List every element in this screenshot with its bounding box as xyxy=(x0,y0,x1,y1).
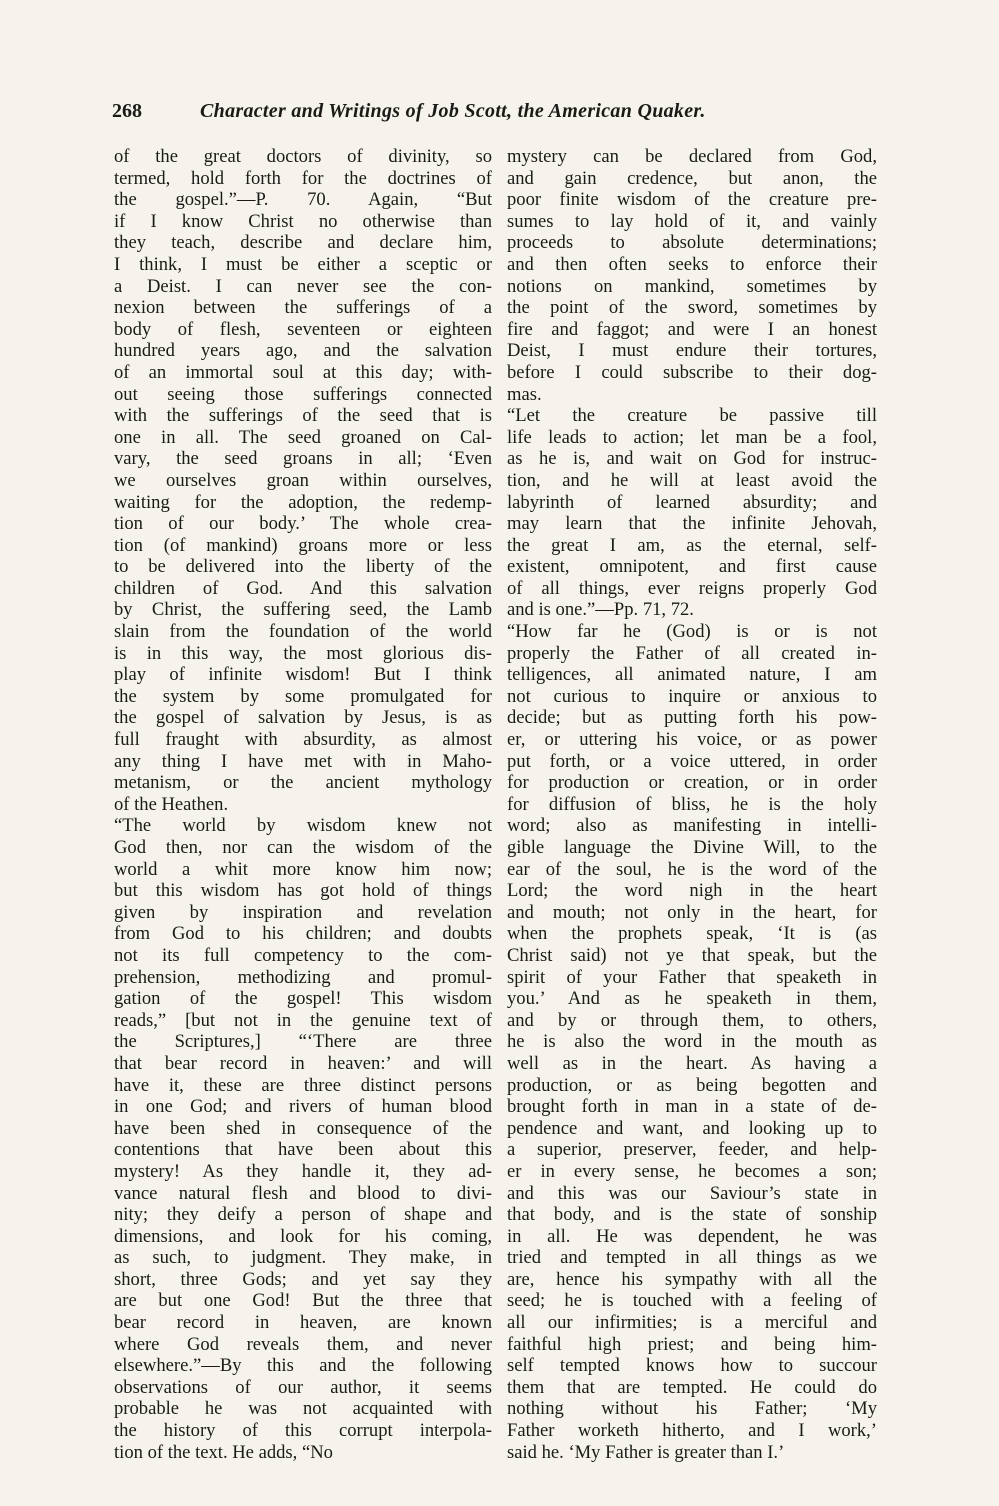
text-line: and then often seeks to enforce their xyxy=(507,253,877,275)
text-line: a Deist. I can never see the con- xyxy=(114,275,492,297)
text-line: a superior, preserver, feeder, and help- xyxy=(507,1139,877,1161)
text-line: tried and tempted in all things as we xyxy=(507,1247,877,1269)
text-line: God then, nor can the wisdom of the xyxy=(114,837,492,858)
page-number: 268 xyxy=(112,100,142,122)
text-line: play of infinite wisdom! But I think xyxy=(114,664,492,686)
text-line: and gain credence, but anon, the xyxy=(507,167,877,189)
text-line: vance natural flesh and blood to divi- xyxy=(114,1182,492,1204)
text-line: world a whit more know him now; xyxy=(114,858,492,880)
text-line: may learn that the infinite Jehovah, xyxy=(507,513,877,535)
text-line: poor finite wisdom of the creature pre- xyxy=(507,189,877,211)
text-line: production, or as being begotten and xyxy=(507,1074,877,1096)
text-line: mas. xyxy=(507,383,542,405)
text-line: of the great doctors of divinity, so xyxy=(114,146,492,167)
text-line: put forth, or a voice uttered, in order xyxy=(507,750,877,772)
text-line: vary, the seed groans in all; ‘Even xyxy=(114,448,492,470)
text-line: in all. He was dependent, he was xyxy=(507,1225,877,1247)
text-line: decide; but as putting forth his pow- xyxy=(507,707,877,729)
text-line: I think, I must be either a sceptic or xyxy=(114,253,492,275)
text-line: nothing without his Father; ‘My xyxy=(507,1398,877,1420)
text-line: out seeing those sufferings connected xyxy=(114,383,492,405)
text-line: hundred years ago, and the salvation xyxy=(114,340,492,362)
text-line: telligences, all animated nature, I am xyxy=(507,664,877,686)
text-line: not curious to inquire or anxious to xyxy=(507,685,877,707)
text-line: short, three Gods; and yet say they xyxy=(114,1268,492,1290)
text-line: tion, and he will at least avoid the xyxy=(507,469,877,491)
text-line: tion of the text. He adds, “No xyxy=(114,1441,333,1463)
text-line: properly the Father of all created in- xyxy=(507,642,877,664)
text-line: waiting for the adoption, the redemp- xyxy=(114,491,492,513)
text-line: have been shed in consequence of the xyxy=(114,1117,492,1139)
text-line: of the Heathen. xyxy=(114,793,229,815)
text-line: as such, to judgment. They make, in xyxy=(114,1247,492,1269)
text-line: they teach, describe and declare him, xyxy=(114,232,492,254)
text-line: are, hence his sympathy with all the xyxy=(507,1268,877,1290)
text-line: and by or through them, to others, xyxy=(507,1009,877,1031)
left-text-column xyxy=(114,146,492,1463)
text-line: of an immortal soul at this day; with- xyxy=(114,361,492,383)
text-line: self tempted knows how to succour xyxy=(507,1355,877,1377)
right-text-column xyxy=(507,146,877,1463)
text-line: termed, hold forth for the doctrines of xyxy=(114,167,492,189)
text-line: to be delivered into the liberty of the xyxy=(114,556,492,578)
text-line: prehension, methodizing and promul- xyxy=(114,966,492,988)
text-line: that bear record in heaven:’ and will xyxy=(114,1052,492,1074)
text-line: mystery! As they handle it, they ad- xyxy=(114,1160,492,1182)
text-line: gible language the Divine Will, to the xyxy=(507,837,877,858)
text-line: the system by some promulgated for xyxy=(114,685,492,707)
text-line: is in this way, the most glorious dis- xyxy=(114,642,492,664)
text-line: by Christ, the suffering seed, the Lamb xyxy=(114,599,492,621)
text-line: reads,” [but not in the genuine text of xyxy=(114,1009,492,1031)
text-line: tion (of mankind) groans more or less xyxy=(114,534,492,556)
text-line: Lord; the word nigh in the heart xyxy=(507,880,877,902)
text-line: given by inspiration and revelation xyxy=(114,901,492,923)
text-line: full fraught with absurdity, as almost xyxy=(114,729,492,751)
text-line: from God to his children; and doubts xyxy=(114,923,492,945)
text-line: probable he was not acquainted with xyxy=(114,1398,492,1420)
text-line: dimensions, and look for his coming, xyxy=(114,1225,492,1247)
text-line: observations of our author, it seems xyxy=(114,1376,492,1398)
text-line: bear record in heaven, are known xyxy=(114,1312,492,1334)
text-line: and is one.”—Pp. 71, 72. xyxy=(507,599,694,621)
text-line: and mouth; not only in the heart, for xyxy=(507,901,877,923)
text-line: before I could subscribe to their dog- xyxy=(507,361,877,383)
text-line: that body, and is the state of sonship xyxy=(507,1204,877,1226)
text-line: slain from the foundation of the world xyxy=(114,621,492,643)
text-line: brought forth in man in a state of de- xyxy=(507,1096,877,1118)
text-line: the great I am, as the eternal, self- xyxy=(507,534,877,556)
running-title: Character and Writings of Job Scott, the American Quaker. xyxy=(200,100,706,122)
page-header xyxy=(112,100,892,132)
text-line: and this was our Saviour’s state in xyxy=(507,1182,877,1204)
text-line: the point of the sword, sometimes by xyxy=(507,297,877,319)
text-line: the history of this corrupt interpola- xyxy=(114,1420,492,1442)
text-line: pendence and want, and looking up to xyxy=(507,1117,877,1139)
text-line: er, or uttering his voice, or as power xyxy=(507,729,877,751)
text-line: we ourselves groan within ourselves, xyxy=(114,469,492,491)
text-line: “How far he (God) is or is not xyxy=(507,621,877,643)
text-line: if I know Christ no otherwise than xyxy=(114,210,492,232)
text-line: Deist, I must endure their tortures, xyxy=(507,340,877,362)
text-line: elsewhere.”—By this and the following xyxy=(114,1355,492,1377)
text-line: well as in the heart. As having a xyxy=(507,1052,877,1074)
text-line: as he is, and wait on God for instruc- xyxy=(507,448,877,470)
text-line: of all things, ever reigns properly God xyxy=(507,577,877,599)
text-line: sumes to lay hold of it, and vainly xyxy=(507,210,877,232)
text-line: all our infirmities; is a merciful and xyxy=(507,1312,877,1334)
text-line: but this wisdom has got hold of things xyxy=(114,880,492,902)
text-line: tion of our body.’ The whole crea- xyxy=(114,513,492,535)
text-line: spirit of your Father that speaketh in xyxy=(507,966,877,988)
text-line: word; also as manifesting in intelli- xyxy=(507,815,877,837)
text-line: he is also the word in the mouth as xyxy=(507,1031,877,1053)
text-line: notions on mankind, sometimes by xyxy=(507,275,877,297)
text-line: contentions that have been about this xyxy=(114,1139,492,1161)
text-line: mystery can be declared from God, xyxy=(507,146,877,167)
text-line: gation of the gospel! This wisdom xyxy=(114,988,492,1010)
text-line: nity; they deify a person of shape and xyxy=(114,1204,492,1226)
text-line: the gospel.”—P. 70. Again, “But xyxy=(114,189,492,211)
text-line: any thing I have met with in Maho- xyxy=(114,750,492,772)
text-line: in one God; and rivers of human blood xyxy=(114,1096,492,1118)
text-line: with the sufferings of the seed that is xyxy=(114,405,492,427)
text-line: seed; he is touched with a feeling of xyxy=(507,1290,877,1312)
text-line: are but one God! But the three that xyxy=(114,1290,492,1312)
text-line: body of flesh, seventeen or eighteen xyxy=(114,318,492,340)
text-line: the Scriptures,] “‘There are three xyxy=(114,1031,492,1053)
text-line: life leads to action; let man be a fool, xyxy=(507,426,877,448)
text-line: labyrinth of learned absurdity; and xyxy=(507,491,877,513)
text-line: “Let the creature be passive till xyxy=(507,405,877,427)
text-line: existent, omnipotent, and first cause xyxy=(507,556,877,578)
text-line: fire and faggot; and were I an honest xyxy=(507,318,877,340)
text-line: “The world by wisdom knew not xyxy=(114,815,492,837)
text-line: for production or creation, or in order xyxy=(507,772,877,794)
text-line: for diffusion of bliss, he is the holy xyxy=(507,793,877,815)
text-line: them that are tempted. He could do xyxy=(507,1376,877,1398)
text-line: er in every sense, he becomes a son; xyxy=(507,1160,877,1182)
text-line: one in all. The seed groaned on Cal- xyxy=(114,426,492,448)
text-line: when the prophets speak, ‘It is (as xyxy=(507,923,877,945)
text-line: have it, these are three distinct persons xyxy=(114,1074,492,1096)
text-line: faithful high priest; and being him- xyxy=(507,1333,877,1355)
text-line: where God reveals them, and never xyxy=(114,1333,492,1355)
text-line: said he. ‘My Father is greater than I.’ xyxy=(507,1441,785,1463)
text-line: metanism, or the ancient mythology xyxy=(114,772,492,794)
text-line: not its full competency to the com- xyxy=(114,944,492,966)
text-line: ear of the soul, he is the word of the xyxy=(507,858,877,880)
text-line: Christ said) not ye that speak, but the xyxy=(507,944,877,966)
text-line: the gospel of salvation by Jesus, is as xyxy=(114,707,492,729)
text-line: nexion between the sufferings of a xyxy=(114,297,492,319)
text-line: Father worketh hitherto, and I work,’ xyxy=(507,1420,877,1442)
text-line: children of God. And this salvation xyxy=(114,577,492,599)
text-line: proceeds to absolute determinations; xyxy=(507,232,877,254)
text-line: you.’ And as he speaketh in them, xyxy=(507,988,877,1010)
